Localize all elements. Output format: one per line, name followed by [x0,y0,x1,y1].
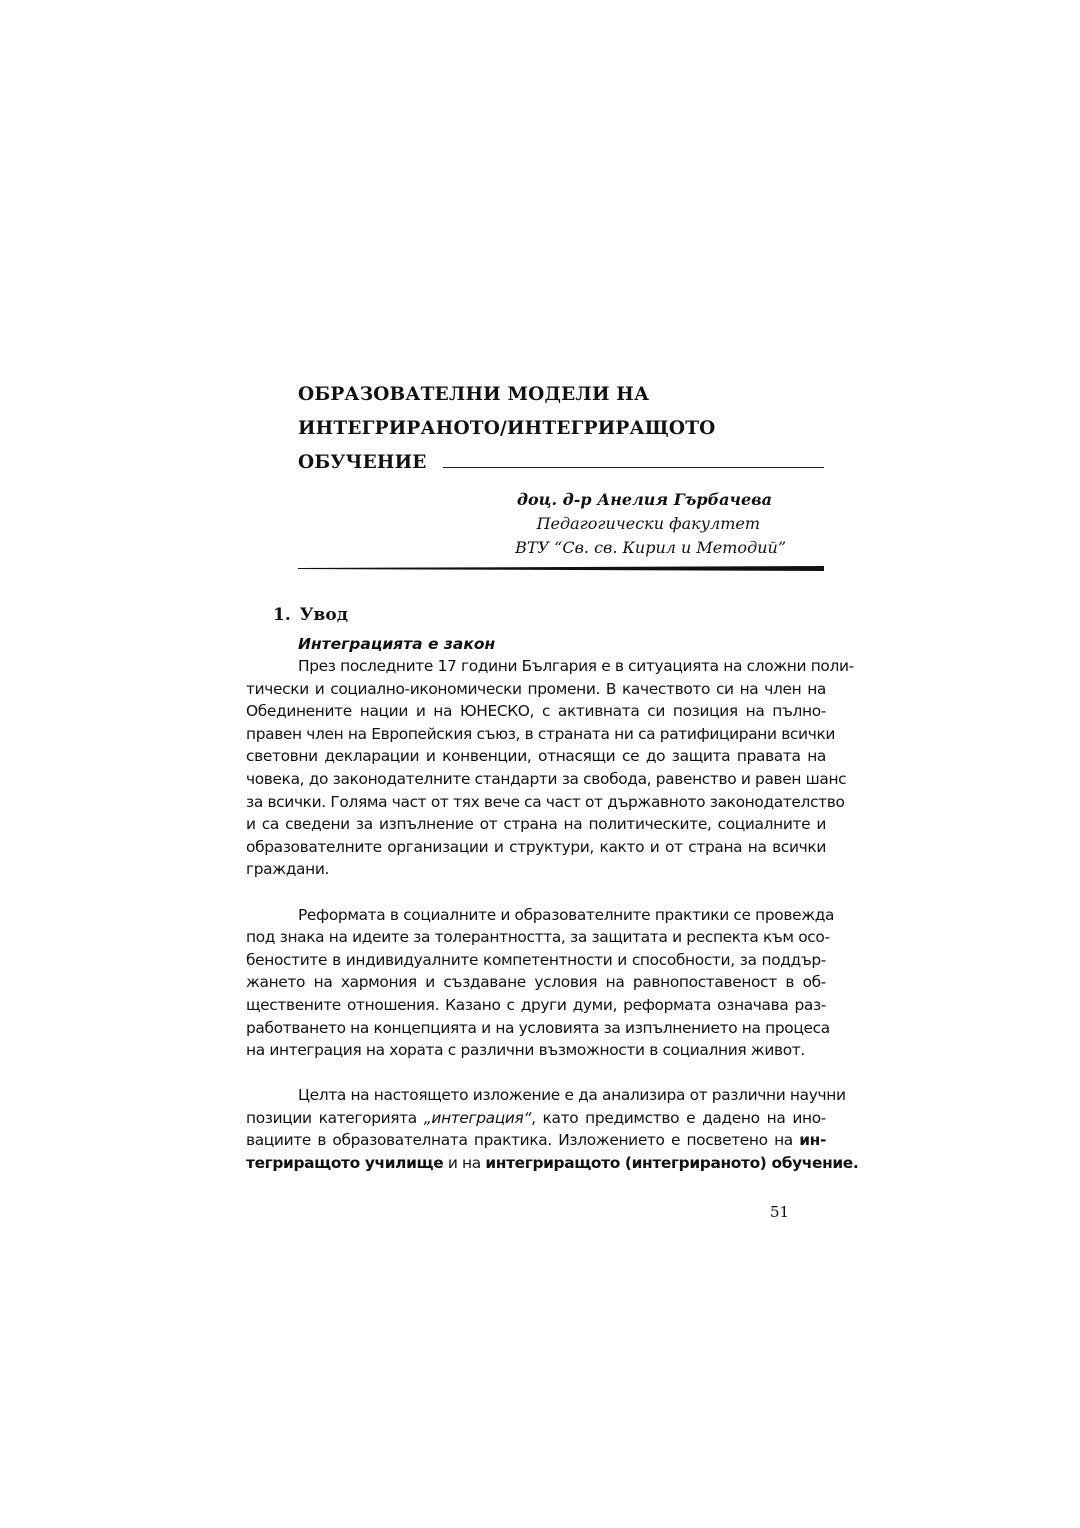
header-divider-shape [298,566,824,571]
paragraph-2-line: под знака на идеите за толерантността, за защитата и респекта към осо- [246,928,830,947]
author-university: ВТУ “Св. св. Кирил и Методий” [515,538,786,557]
header-divider [298,566,824,571]
paragraph-gap [246,1062,826,1085]
paragraph-3-line [246,1152,859,1175]
p3-line3-before: вациите в образователната практика. Изложението е посветено на [246,1131,800,1150]
paragraph-1-line: световни декларации и конвенции, отнасящи се до защита правата на [246,747,826,766]
paragraph-2-line: ществените отношения. Казано с други думи, реформата означава раз- [246,995,826,1014]
paragraph-2-line: Реформата в социалните и образователните практики се провежда [298,905,835,924]
section-number: 1. [273,605,291,625]
p3-line4-mid: и на [443,1154,486,1173]
paragraph-3-line [246,1107,826,1130]
paragraph-1-line: образователните организации и структури, както и от страна на всички [246,837,826,856]
paragraph-1-line: През последните 17 години България е в ситуацията на сложни поли- [298,657,854,675]
paragraph-1-line: за всички. Голяма част от тях вече са част от държавното законодателство [246,792,845,811]
title-line-3 [298,446,824,480]
p3-term-integration: „интеграция“ [423,1108,532,1127]
paragraph-1-line: Обединените нации и на ЮНЕСКО, с активната си позиция на пълно- [246,702,826,721]
p3-line2-after: , като предимство е дадено на ино- [531,1108,826,1127]
page-number: 51 [770,1203,790,1221]
paragraph-1-line: и са сведени за изпълнение от страна на политическите, социалните и [246,815,826,834]
author-faculty: Педагогически факултет [536,514,760,533]
paragraph-1-line: тически и социално-икономически промени. В качеството си на член на [246,679,826,698]
section-heading [273,604,348,626]
body-text [246,655,859,1175]
paragraph-2-line: жането на хармония и създаване условия на равнопоставеност в об- [246,973,826,992]
article-title [298,378,824,480]
p3-integrating-school: тегриращото училище [246,1154,444,1173]
p3-line2-before: позиции категорията [246,1108,424,1127]
p3-integrating-education: интегриращото (интегрираното) обучение. [485,1154,859,1173]
title-line-2: ИНТЕГРИРАНОТО/ИНТЕГРИРАЩОТО [298,418,716,439]
paragraph-1-line: човека, до законодателните стандарти за свобода, равенство и равен шанс [246,769,847,788]
paragraph-1-line: граждани. [246,860,330,879]
paragraph-2-line: на интеграция на хората с различни възможности в социалния живот. [246,1041,805,1060]
title-line-3-text: ОБУЧЕНИЕ [298,452,427,473]
paragraph-2-line: беностите в индивидуалните компетентности и способности, за поддър- [246,950,826,969]
section-title: Увод [299,605,349,625]
author-block [515,488,786,560]
paragraph-3-line: Целта на настоящето изложение е да анализира от различни научни [298,1086,846,1105]
author-name: доц. д-р Анелия Гърбачева [516,490,772,509]
paragraph-3-line [246,1129,826,1152]
paragraph-1-line: правен член на Европейския съюз, в страната ни са ратифицирани всички [246,724,836,743]
title-line-1: ОБРАЗОВАТЕЛНИ МОДЕЛИ НА [298,384,650,405]
paragraph-gap [246,881,826,904]
p3-line3-bold: ин- [799,1131,826,1150]
section-subtitle: Интеграцията е закон [298,635,496,653]
title-underline [443,467,824,468]
paragraph-2-line: работването на концепцията и на условията за изпълнението на процеса [246,1018,830,1037]
